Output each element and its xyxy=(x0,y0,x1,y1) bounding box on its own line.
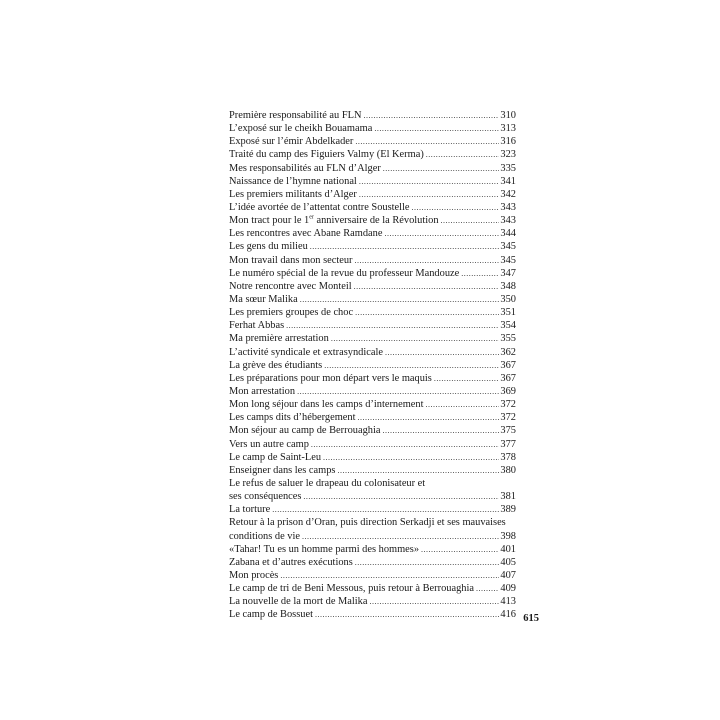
toc-entry xyxy=(229,424,516,437)
dot-leader xyxy=(421,543,499,556)
toc-entry xyxy=(229,280,516,293)
toc-entry-page: 323 xyxy=(500,149,516,161)
toc-entry xyxy=(229,477,516,503)
toc-entry-page: 341 xyxy=(500,175,516,187)
toc-entry-title: Le numéro spécial de la revue du professeur Mandouze xyxy=(229,267,460,279)
toc-entry-title: La nouvelle de la mort de Malika xyxy=(229,596,368,608)
dot-leader xyxy=(302,530,499,543)
toc-entry-title-line xyxy=(229,530,516,543)
toc-entry xyxy=(229,569,516,582)
toc-entry-title: Ma sœur Malika xyxy=(229,293,298,305)
toc-entry-page: 345 xyxy=(500,241,516,253)
toc-entry xyxy=(229,254,516,267)
toc-entry-title: Les premiers groupes de choc xyxy=(229,307,354,319)
toc-entry-title: Zabana et d’autres exécutions xyxy=(229,556,353,568)
toc-entry-title: Le camp de Saint-Leu xyxy=(229,451,322,463)
toc-entry-title: Les préparations pour mon départ vers le maquis xyxy=(229,372,432,384)
toc-entry xyxy=(229,135,516,148)
toc-entry-page: 372 xyxy=(500,412,516,424)
dot-leader xyxy=(359,188,500,201)
toc-entry-title: La torture xyxy=(229,504,271,516)
toc-entry-title-superscript: er xyxy=(309,214,314,221)
toc-entry-title: Mes responsabilités au FLN d’Alger xyxy=(229,162,381,174)
toc-entry-title: Mon travail dans mon secteur xyxy=(229,254,353,266)
toc-entry-title: Le camp de tri de Beni Messous, puis retour à Berrouaghia xyxy=(229,583,474,595)
toc-entry xyxy=(229,201,516,214)
dot-leader xyxy=(355,135,499,148)
toc-entry-page: 377 xyxy=(500,438,516,450)
toc-entry xyxy=(229,372,516,385)
toc-entry xyxy=(229,503,516,516)
toc-entry-title: Exposé sur l’émir Abdelkader xyxy=(229,136,354,148)
toc-entry-title: Mon arrestation xyxy=(229,385,296,397)
toc-entry-page: 389 xyxy=(500,504,516,516)
dot-leader xyxy=(383,162,500,175)
toc-entry-page: 351 xyxy=(500,307,516,319)
toc-entry xyxy=(229,464,516,477)
dot-leader xyxy=(476,582,499,595)
toc-entry xyxy=(229,306,516,319)
toc-entry-page: 367 xyxy=(500,359,516,371)
toc-entry-title: La grève des étudiants xyxy=(229,359,323,371)
toc-entry xyxy=(229,451,516,464)
dot-leader xyxy=(374,122,499,135)
toc-entry-title: Les rencontres avec Abane Ramdane xyxy=(229,228,383,240)
toc-entry xyxy=(229,608,516,621)
dot-leader xyxy=(280,569,499,582)
toc-entry xyxy=(229,556,516,569)
toc-entry-page: 348 xyxy=(500,280,516,292)
toc-entry-page: 375 xyxy=(500,425,516,437)
toc-entry-title-part: anniversaire de la Révolution xyxy=(313,215,439,227)
toc-entry-page: 367 xyxy=(500,372,516,384)
dot-leader xyxy=(331,332,500,345)
dot-leader xyxy=(359,175,500,188)
toc-entry xyxy=(229,267,516,280)
dot-leader xyxy=(355,306,499,319)
toc-entry-page: 313 xyxy=(500,123,516,135)
toc-entry-page: 405 xyxy=(500,556,516,568)
dot-leader xyxy=(385,346,499,359)
toc-entry xyxy=(229,346,516,359)
toc-entry-title xyxy=(229,214,439,227)
dot-leader xyxy=(337,464,499,477)
dot-leader xyxy=(324,359,499,372)
toc-entry xyxy=(229,162,516,175)
dot-leader xyxy=(426,148,500,161)
toc-entry xyxy=(229,148,516,161)
toc-entry-title: Vers un autre camp xyxy=(229,438,309,450)
dot-leader xyxy=(461,267,499,280)
toc-entry-page: 380 xyxy=(500,464,516,476)
toc-entry-title: Ma première arrestation xyxy=(229,333,329,345)
dot-leader xyxy=(355,556,500,569)
toc-entry xyxy=(229,122,516,135)
toc-entry xyxy=(229,516,516,542)
dot-leader xyxy=(286,319,499,332)
toc-entry-title: conditions de vie xyxy=(229,530,300,542)
toc-entry-page: 381 xyxy=(500,491,516,503)
toc-entry-title-line xyxy=(229,490,516,503)
toc-entry-title: Traité du camp des Figuiers Valmy (El Kerma) xyxy=(229,149,424,161)
dot-leader xyxy=(310,240,500,253)
toc-entry-page: 369 xyxy=(500,385,516,397)
dot-leader xyxy=(323,451,499,464)
toc-entry-page: 416 xyxy=(500,609,516,621)
toc-entry-page: 409 xyxy=(500,583,516,595)
dot-leader xyxy=(315,608,499,621)
toc-entry xyxy=(229,240,516,253)
toc-entry-title: Notre rencontre avec Monteil xyxy=(229,280,352,292)
page-number: 615 xyxy=(523,613,539,624)
toc-entry xyxy=(229,411,516,424)
toc-entry-page: 343 xyxy=(500,201,516,213)
toc-entry-page: 310 xyxy=(500,110,516,121)
toc-entry xyxy=(229,188,516,201)
toc-entry-page: 378 xyxy=(500,451,516,463)
toc-entry xyxy=(229,214,516,227)
toc-entry xyxy=(229,319,516,332)
toc-entry-title: Mon long séjour dans les camps d’internement xyxy=(229,399,424,411)
toc-entry-title: Les gens du milieu xyxy=(229,241,308,253)
toc-entry xyxy=(229,438,516,451)
toc-entry xyxy=(229,332,516,345)
toc-entry xyxy=(229,175,516,188)
dot-leader xyxy=(412,201,500,214)
toc-entry-title: Le camp de Bossuet xyxy=(229,609,313,621)
toc-entry-page: 355 xyxy=(500,333,516,345)
toc-entry-page: 372 xyxy=(500,399,516,411)
toc-entry-title: Les camps dits d’hébergement xyxy=(229,412,356,424)
toc-entry-page: 347 xyxy=(500,267,516,279)
toc-entry-title: L’activité syndicale et extrasyndicale xyxy=(229,346,383,358)
toc-entry xyxy=(229,385,516,398)
toc-entry-title-part: Mon tract pour le 1 xyxy=(229,215,310,227)
toc-entry-page: 350 xyxy=(500,293,516,305)
dot-leader xyxy=(363,109,499,122)
toc-entry-page: 345 xyxy=(500,254,516,266)
toc-entry-title: L’idée avortée de l’attentat contre Soustelle xyxy=(229,201,410,213)
dot-leader xyxy=(426,398,500,411)
toc-entry-page: 316 xyxy=(500,136,516,148)
dot-leader xyxy=(355,254,500,267)
toc-entry xyxy=(229,293,516,306)
toc-entry-page: 342 xyxy=(500,188,516,200)
toc-entry xyxy=(229,359,516,372)
toc-entry-title: «Tahar! Tu es un homme parmi des hommes» xyxy=(229,543,420,555)
toc-entry xyxy=(229,398,516,411)
toc-entry-title: Mon séjour au camp de Berrouaghia xyxy=(229,425,381,437)
toc-entry-page: 343 xyxy=(500,215,516,227)
toc-entry-page: 354 xyxy=(500,320,516,332)
toc-entry xyxy=(229,227,516,240)
dot-leader xyxy=(384,227,499,240)
toc-entry-page: 407 xyxy=(500,569,516,581)
dot-leader xyxy=(272,503,499,516)
dot-leader xyxy=(370,595,500,608)
toc-entry-title: ses conséquences xyxy=(229,491,302,503)
dot-leader xyxy=(311,438,499,451)
toc-entry-page: 344 xyxy=(500,228,516,240)
toc-entry-title: Ferhat Abbas xyxy=(229,320,285,332)
toc-entry-title: Mon procès xyxy=(229,569,279,581)
dot-leader xyxy=(382,424,499,437)
toc-entry-page: 398 xyxy=(500,530,516,542)
toc-entry xyxy=(229,543,516,556)
toc-entry-page: 335 xyxy=(500,162,516,174)
toc-entry-title-line: Retour à la prison d’Oran, puis direction Serkadji et ses mauvaises xyxy=(229,517,506,529)
toc-entry-title: Enseigner dans les camps xyxy=(229,464,336,476)
toc-entry-title: Naissance de l’hymne national xyxy=(229,175,357,187)
toc-entry-title: Les premiers militants d’Alger xyxy=(229,188,357,200)
toc-entry xyxy=(229,582,516,595)
dot-leader xyxy=(434,372,500,385)
toc-entry xyxy=(229,109,516,122)
toc-entry-page: 413 xyxy=(500,596,516,608)
toc-entry-title: Première responsabilité au FLN xyxy=(229,110,362,121)
dot-leader xyxy=(441,214,500,227)
dot-leader xyxy=(300,293,500,306)
toc-entry xyxy=(229,595,516,608)
dot-leader xyxy=(297,385,499,398)
toc-entry-title: L’exposé sur le cheikh Bouamama xyxy=(229,123,373,135)
toc-entry-page: 362 xyxy=(500,346,516,358)
dot-leader xyxy=(354,280,500,293)
toc-entry-page: 401 xyxy=(500,543,516,555)
toc-entry-title-line: Le refus de saluer le drapeau du colonisateur et xyxy=(229,477,426,489)
dot-leader xyxy=(303,490,499,503)
dot-leader xyxy=(357,411,499,424)
table-of-contents xyxy=(229,109,516,621)
